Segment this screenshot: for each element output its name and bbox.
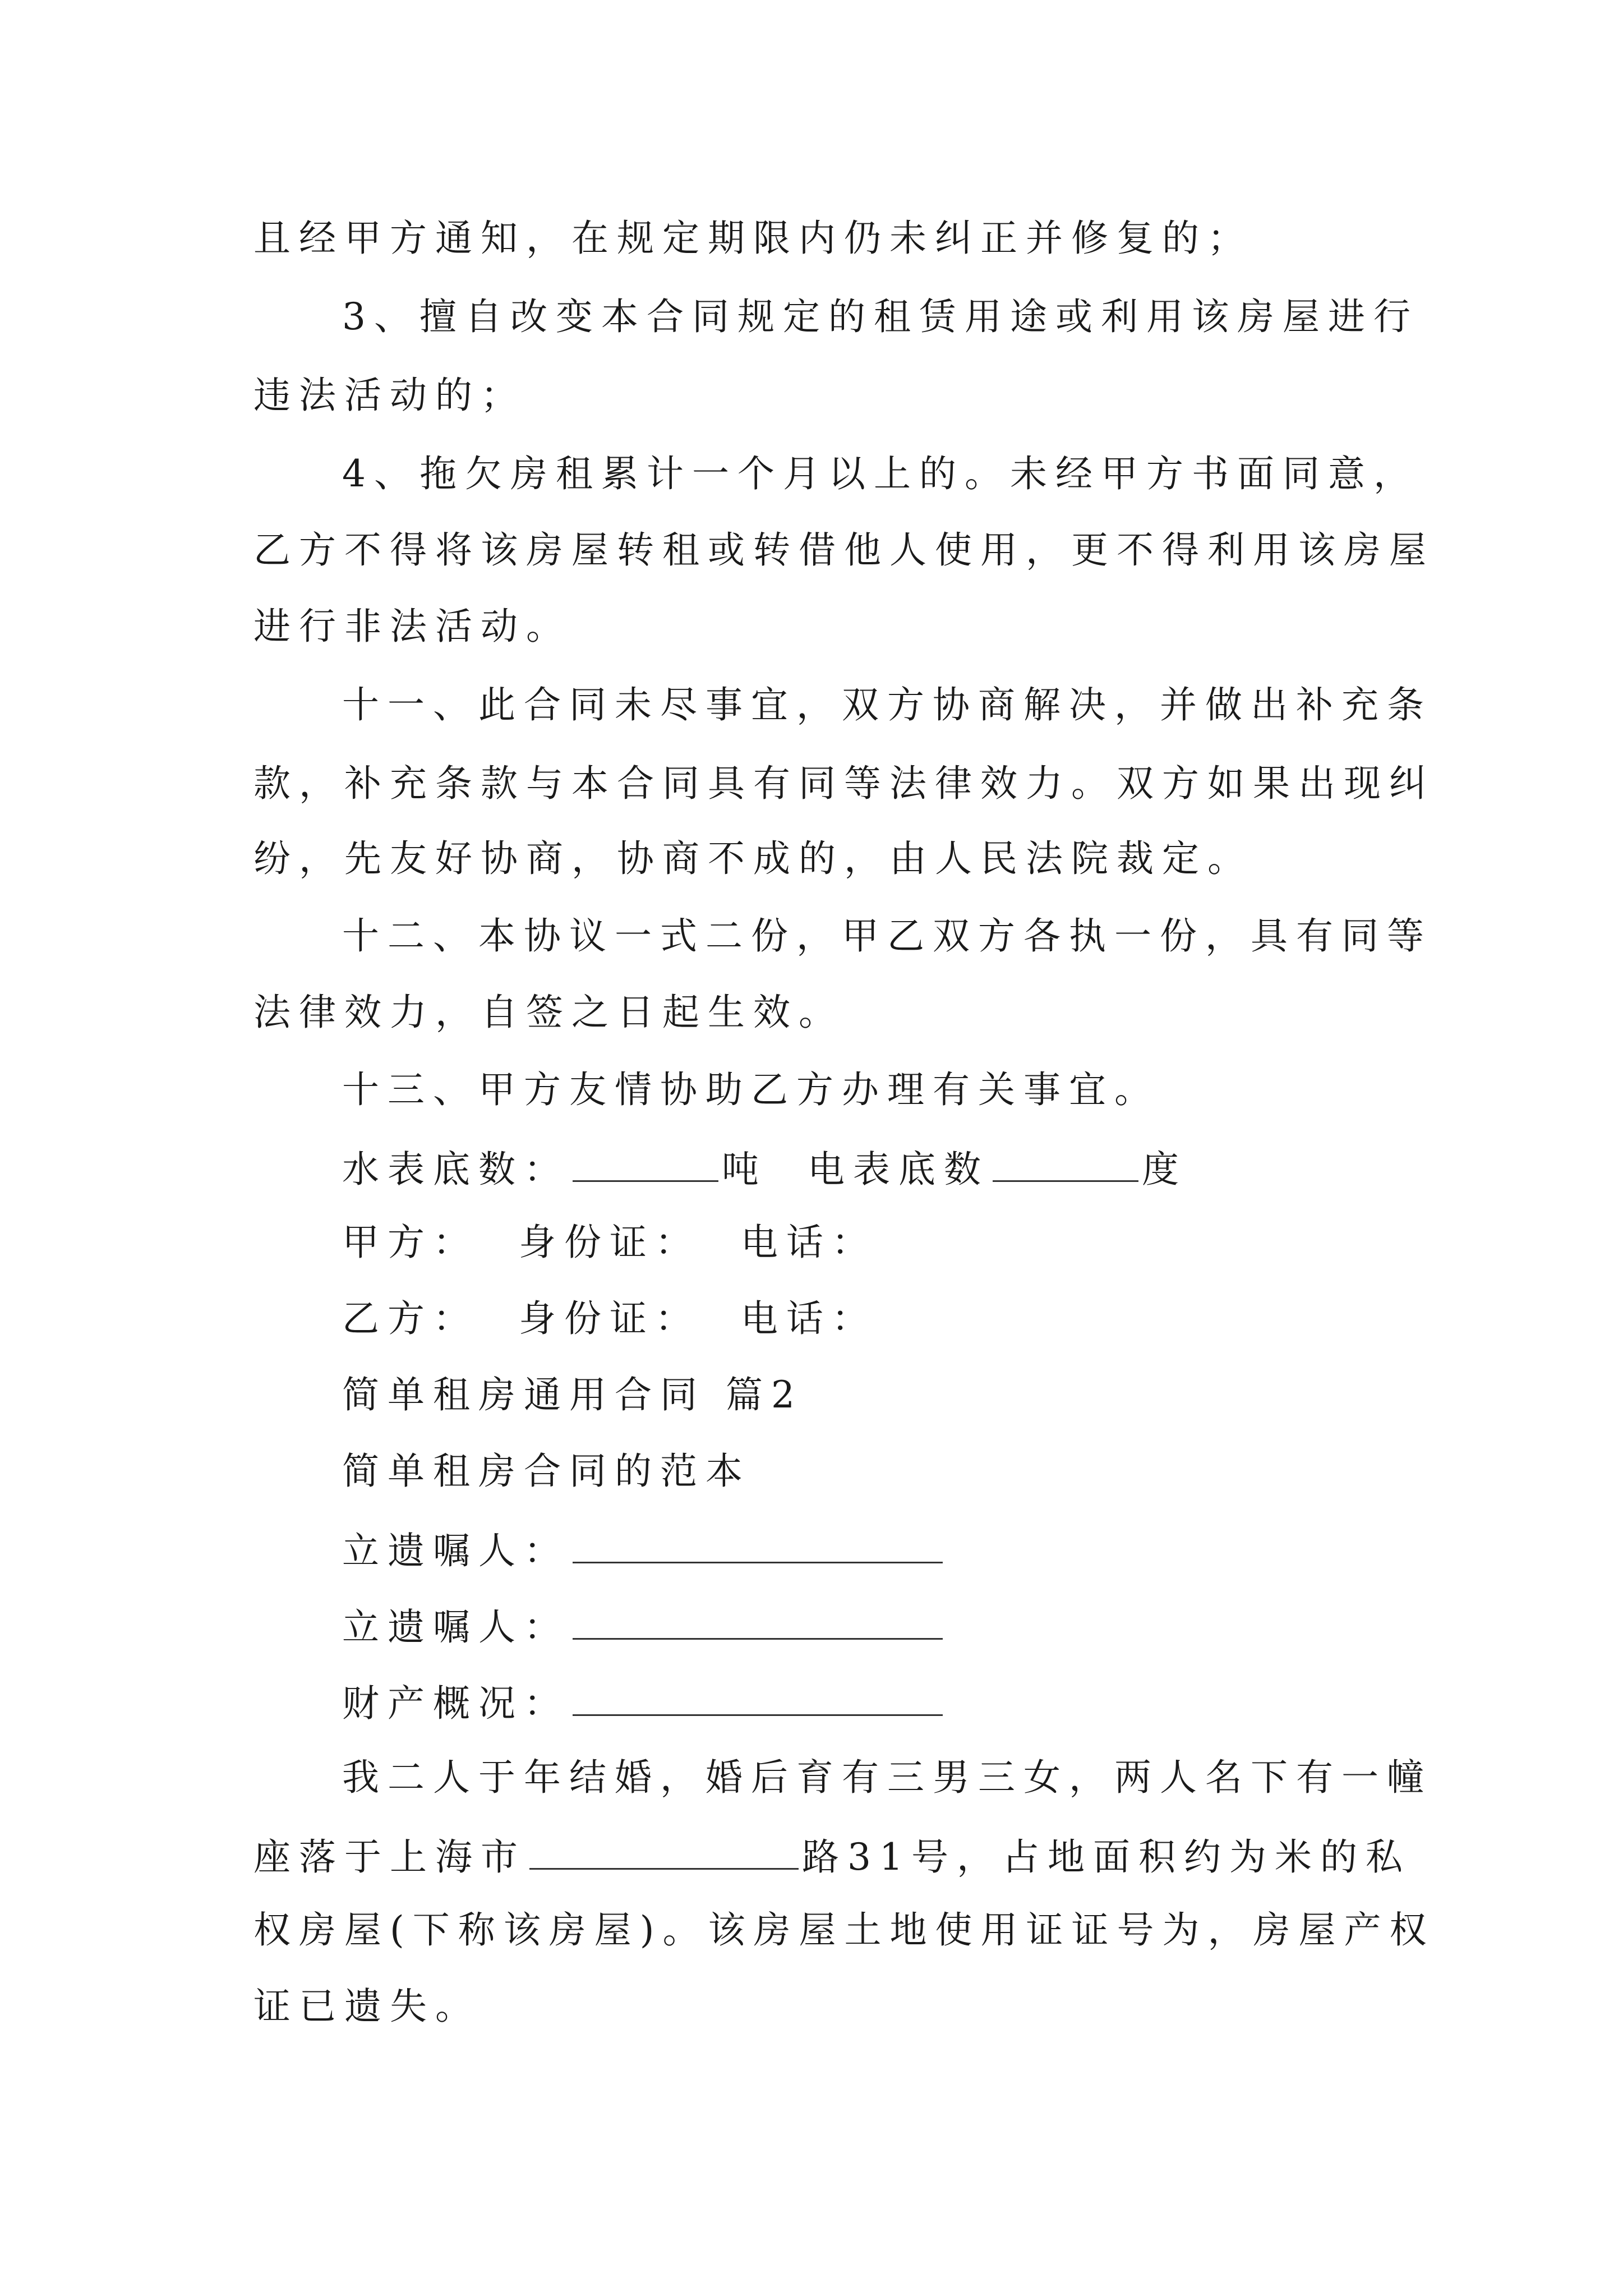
field-blank	[573, 1682, 943, 1716]
field-label: 财产概况：	[342, 1682, 569, 1725]
field-blank	[573, 1605, 943, 1640]
text-line-9: 纷，先友好协商，协商不成的，由人民法院裁定。	[253, 837, 1253, 880]
text-line-1: 且经甲方通知，在规定期限内仍未纠正并修复的；	[253, 217, 1253, 260]
field-label: 立遗嘱人：	[342, 1529, 569, 1572]
final-para-line-2	[253, 1835, 1411, 1879]
electric-meter-label: 电表底数	[807, 1148, 989, 1191]
section-subtitle: 简单租房合同的范本	[342, 1450, 751, 1493]
party-a-line: 甲方： 身份证： 电话：	[342, 1221, 877, 1264]
text-line-6: 进行非法活动。	[253, 605, 571, 648]
water-meter-label: 水表底数：	[342, 1148, 569, 1191]
electric-meter-unit: 度	[1141, 1148, 1187, 1191]
field-label: 立遗嘱人：	[342, 1605, 569, 1649]
final-para-line-1: 我二人于年结婚，婚后育有三男三女，两人名下有一幢	[342, 1756, 1432, 1799]
text-line-3: 违法活动的；	[253, 374, 526, 417]
party-b-line: 乙方： 身份证： 电话：	[342, 1297, 877, 1340]
address-prefix: 座落于上海市	[253, 1835, 526, 1879]
address-suffix: 路31号，占地面积约为米的私	[802, 1835, 1411, 1879]
property-field	[342, 1682, 946, 1725]
text-line-7: 十一、此合同未尽事宜，双方协商解决，并做出补充条	[342, 683, 1432, 726]
text-line-4: 4、拖欠房租累计一个月以上的。未经甲方书面同意，	[342, 452, 1419, 495]
text-line-11: 法律效力，自签之日起生效。	[253, 991, 844, 1034]
text-line-2: 3、擅自改变本合同规定的租赁用途或利用该房屋进行	[342, 295, 1419, 338]
water-meter-blank	[573, 1148, 718, 1182]
text-line-12: 十三、甲方友情协助乙方办理有关事宜。	[342, 1068, 1160, 1111]
final-para-line-3: 权房屋(下称该房屋)。该房屋土地使用证证号为，房屋产权	[253, 1908, 1435, 1952]
testator-field-1	[342, 1529, 946, 1570]
section-title: 简单租房通用合同 篇2	[342, 1373, 803, 1416]
text-line-8: 款，补充条款与本合同具有同等法律效力。双方如果出现纠	[253, 762, 1435, 805]
testator-field-2	[342, 1605, 946, 1649]
text-line-5: 乙方不得将该房屋转租或转借他人使用，更不得利用该房屋	[253, 528, 1435, 572]
electric-meter-blank	[993, 1148, 1138, 1182]
text-line-10: 十二、本协议一式二份，甲乙双方各执一份，具有同等	[342, 914, 1432, 958]
address-blank	[529, 1835, 799, 1870]
final-para-line-4: 证已遗失。	[253, 1985, 481, 2028]
meter-reading-line	[342, 1148, 1187, 1191]
water-meter-unit: 吨	[722, 1148, 767, 1191]
field-blank	[573, 1529, 943, 1563]
